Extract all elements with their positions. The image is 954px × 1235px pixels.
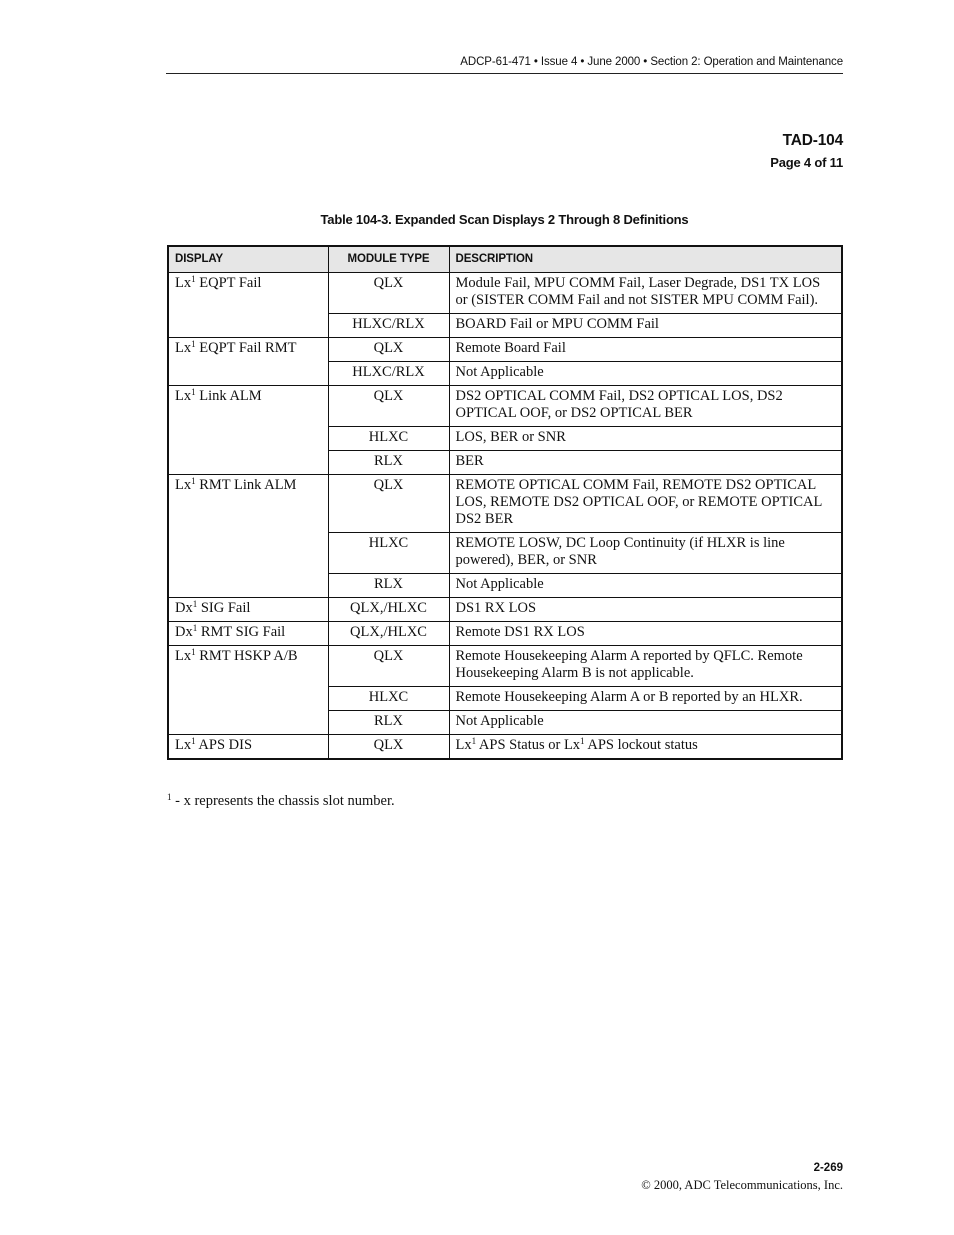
description-cell xyxy=(449,735,842,760)
table-row xyxy=(168,475,842,533)
module-type-cell: HLXC xyxy=(328,427,449,451)
display-prefix: Dx xyxy=(175,600,193,616)
module-type-cell: QLX,/HLXC xyxy=(328,622,449,646)
table-row xyxy=(168,273,842,314)
table-header-row xyxy=(168,246,842,273)
description-cell: Not Applicable xyxy=(449,711,842,735)
display-prefix: Lx xyxy=(175,340,192,356)
module-type-cell: QLX xyxy=(328,475,449,533)
display-cell xyxy=(168,475,328,598)
description-cell: REMOTE OPTICAL COMM Fail, REMOTE DS2 OPTICAL LOS, REMOTE DS2 OPTICAL OOF, or REMOTE OPTICAL DS2 BER xyxy=(449,475,842,533)
footnote-marker: 1 xyxy=(167,792,172,802)
display-prefix: Lx xyxy=(175,477,192,493)
description-cell: Not Applicable xyxy=(449,574,842,598)
footnote-text: - x represents the chassis slot number. xyxy=(171,793,395,809)
column-header-description: DESCRIPTION xyxy=(449,246,842,273)
description-cell: Remote Housekeeping Alarm A or B reported by an HLXR. xyxy=(449,687,842,711)
description-text: APS Status or Lx xyxy=(476,737,581,753)
page-label: Page 4 of 11 xyxy=(770,155,843,170)
display-suffix: EQPT Fail xyxy=(195,275,262,291)
superscript: 1 xyxy=(191,339,196,349)
description-cell: Module Fail, MPU COMM Fail, Laser Degrade, DS1 TX LOS or (SISTER COMM Fail and not SISTER MPU COMM Fail). xyxy=(449,273,842,314)
superscript: 1 xyxy=(192,599,198,609)
module-type-cell: HLXC xyxy=(328,687,449,711)
module-type-cell: QLX xyxy=(328,386,449,427)
description-text: Lx xyxy=(455,737,472,753)
description-text: APS lockout status xyxy=(584,737,698,753)
module-type-cell: QLX xyxy=(328,735,449,760)
module-type-cell: RLX xyxy=(328,711,449,735)
description-cell: Remote Board Fail xyxy=(449,338,842,362)
display-suffix: RMT SIG Fail xyxy=(197,624,286,640)
table-row xyxy=(168,598,842,622)
display-cell xyxy=(168,598,328,622)
document-id: TAD-104 xyxy=(782,132,843,149)
description-cell: BOARD Fail or MPU COMM Fail xyxy=(449,314,842,338)
copyright: © 2000, ADC Telecommunications, Inc. xyxy=(641,1178,843,1192)
description-cell: BER xyxy=(449,451,842,475)
module-type-cell: QLX xyxy=(328,646,449,687)
superscript: 1 xyxy=(192,623,198,633)
description-cell: LOS, BER or SNR xyxy=(449,427,842,451)
page-number: 2-269 xyxy=(813,1162,843,1174)
running-head: ADCP-61-471 • Issue 4 • June 2000 • Section 2: Operation and Maintenance xyxy=(460,56,843,68)
display-suffix: RMT Link ALM xyxy=(195,477,297,493)
definitions-table xyxy=(167,245,843,760)
superscript: 1 xyxy=(191,476,196,486)
table-title: Table 104-3. Expanded Scan Displays 2 Through 8 Definitions xyxy=(320,212,689,227)
display-cell xyxy=(168,622,328,646)
superscript: 1 xyxy=(191,647,196,657)
description-cell: Remote Housekeeping Alarm A reported by QFLC. Remote Housekeeping Alarm B is not applicable. xyxy=(449,646,842,687)
display-prefix: Lx xyxy=(175,275,192,291)
module-type-cell: QLX xyxy=(328,338,449,362)
display-suffix: RMT HSKP A/B xyxy=(195,648,298,664)
header-rule xyxy=(166,73,843,74)
description-cell: DS1 RX LOS xyxy=(449,598,842,622)
module-type-cell: QLX,/HLXC xyxy=(328,598,449,622)
table-row xyxy=(168,386,842,427)
description-cell: Remote DS1 RX LOS xyxy=(449,622,842,646)
superscript: 1 xyxy=(471,736,477,746)
display-cell xyxy=(168,386,328,475)
display-prefix: Dx xyxy=(175,624,193,640)
column-header-display: DISPLAY xyxy=(168,246,328,273)
superscript: 1 xyxy=(580,736,585,746)
display-suffix: SIG Fail xyxy=(197,600,251,616)
table-body xyxy=(168,273,842,760)
module-type-cell: HLXC/RLX xyxy=(328,314,449,338)
superscript: 1 xyxy=(191,274,196,284)
display-prefix: Lx xyxy=(175,388,192,404)
description-cell: DS2 OPTICAL COMM Fail, DS2 OPTICAL LOS, DS2 OPTICAL OOF, or DS2 OPTICAL BER xyxy=(449,386,842,427)
display-prefix: Lx xyxy=(175,737,192,753)
display-cell xyxy=(168,338,328,386)
display-suffix: Link ALM xyxy=(195,388,262,404)
table-row xyxy=(168,338,842,362)
display-suffix: APS DIS xyxy=(195,737,253,753)
display-suffix: EQPT Fail RMT xyxy=(195,340,297,356)
module-type-cell: HLXC xyxy=(328,533,449,574)
display-cell xyxy=(168,646,328,735)
table-row xyxy=(168,646,842,687)
module-type-cell: RLX xyxy=(328,574,449,598)
superscript: 1 xyxy=(191,736,196,746)
table-row xyxy=(168,735,842,760)
description-cell: Not Applicable xyxy=(449,362,842,386)
display-cell xyxy=(168,273,328,338)
module-type-cell: RLX xyxy=(328,451,449,475)
table-row xyxy=(168,622,842,646)
module-type-cell: HLXC/RLX xyxy=(328,362,449,386)
description-cell: REMOTE LOSW, DC Loop Continuity (if HLXR is line powered), BER, or SNR xyxy=(449,533,842,574)
footnote xyxy=(167,793,395,810)
module-type-cell: QLX xyxy=(328,273,449,314)
display-cell xyxy=(168,735,328,760)
display-prefix: Lx xyxy=(175,648,192,664)
column-header-module-type: MODULE TYPE xyxy=(328,246,449,273)
superscript: 1 xyxy=(191,387,196,397)
